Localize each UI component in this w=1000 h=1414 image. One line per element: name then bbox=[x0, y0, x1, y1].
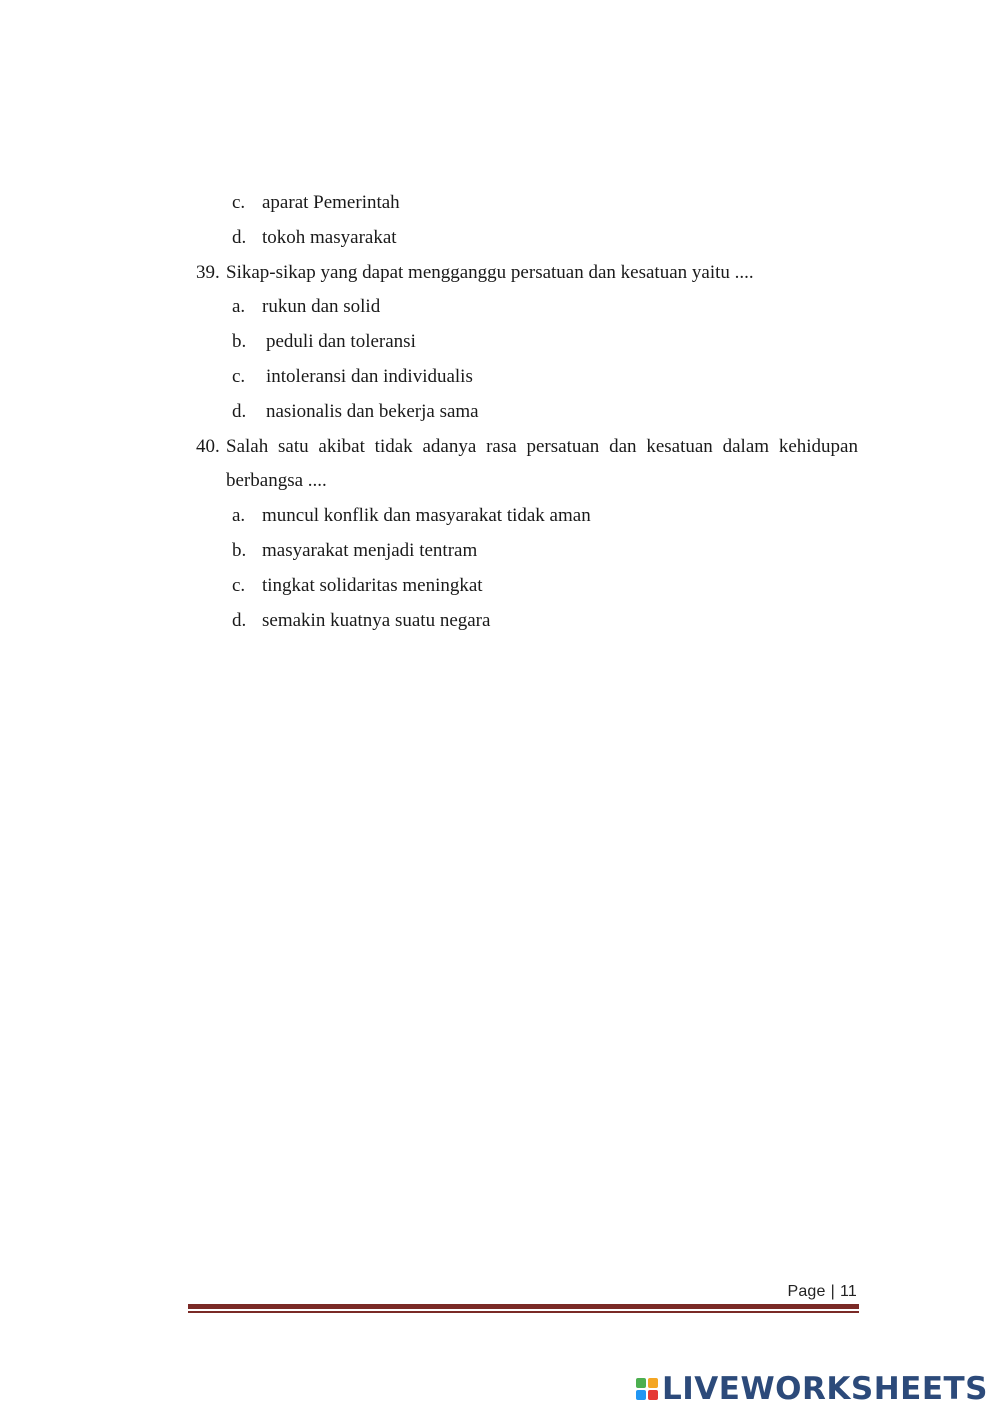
option-letter: a. bbox=[232, 296, 246, 318]
page-number: 11 bbox=[839, 1283, 857, 1300]
option-39-c[interactable] bbox=[196, 360, 858, 395]
question-39 bbox=[196, 256, 858, 291]
option-39-d[interactable] bbox=[196, 395, 858, 430]
option-39-a[interactable] bbox=[196, 290, 858, 325]
option-text: tokoh masyarakat bbox=[262, 226, 397, 248]
option-c-prev bbox=[196, 186, 858, 221]
option-letter: b. bbox=[232, 331, 247, 353]
option-text: nasionalis dan bekerja sama bbox=[266, 400, 479, 422]
option-text: tingkat solidaritas meningkat bbox=[262, 574, 483, 596]
page-separator: | bbox=[830, 1283, 835, 1300]
option-letter: d. bbox=[232, 400, 247, 422]
question-number: 39. bbox=[196, 261, 220, 283]
option-d-prev bbox=[196, 221, 858, 256]
logo-square bbox=[648, 1390, 658, 1400]
option-text: peduli dan toleransi bbox=[266, 331, 416, 353]
option-text: masyarakat menjadi tentram bbox=[262, 539, 478, 561]
footer-rule-thick bbox=[188, 1304, 859, 1309]
liveworksheets-brand[interactable] bbox=[636, 1372, 988, 1406]
option-text: semakin kuatnya suatu negara bbox=[262, 609, 491, 631]
option-letter: a. bbox=[232, 505, 246, 527]
logo-square bbox=[648, 1378, 658, 1388]
option-40-c[interactable] bbox=[196, 569, 858, 604]
brand-name: LIVEWORKSHEETS bbox=[662, 1371, 988, 1407]
option-text: aparat Pemerintah bbox=[262, 192, 400, 213]
option-40-d[interactable] bbox=[196, 604, 858, 639]
option-letter: d. bbox=[232, 609, 247, 631]
question-40 bbox=[196, 430, 858, 500]
logo-square bbox=[636, 1390, 646, 1400]
option-39-b[interactable] bbox=[196, 325, 858, 360]
footer-rule-thin bbox=[188, 1311, 859, 1313]
logo-square bbox=[636, 1378, 646, 1388]
option-letter: b. bbox=[232, 539, 247, 561]
option-letter: c. bbox=[232, 192, 246, 213]
page-footer-label bbox=[787, 1283, 857, 1301]
option-text: muncul konflik dan masyarakat tidak aman bbox=[262, 505, 591, 527]
page-label: Page bbox=[787, 1283, 826, 1300]
option-text: rukun dan solid bbox=[262, 296, 381, 318]
option-letter: c. bbox=[232, 574, 246, 596]
option-40-a[interactable] bbox=[196, 499, 858, 534]
question-text: Salah satu akibat tidak adanya rasa persatuan dan kesatuan dalam kehidupan berbangsa .... bbox=[226, 435, 858, 492]
option-text: intoleransi dan individualis bbox=[266, 365, 473, 387]
liveworksheets-logo-icon bbox=[636, 1378, 658, 1400]
question-text: Sikap-sikap yang dapat mengganggu persatuan dan kesatuan yaitu .... bbox=[226, 261, 754, 283]
option-40-b[interactable] bbox=[196, 534, 858, 569]
option-letter: d. bbox=[232, 226, 247, 248]
option-letter: c. bbox=[232, 365, 246, 387]
worksheet-content bbox=[196, 186, 858, 638]
question-number: 40. bbox=[196, 435, 220, 457]
